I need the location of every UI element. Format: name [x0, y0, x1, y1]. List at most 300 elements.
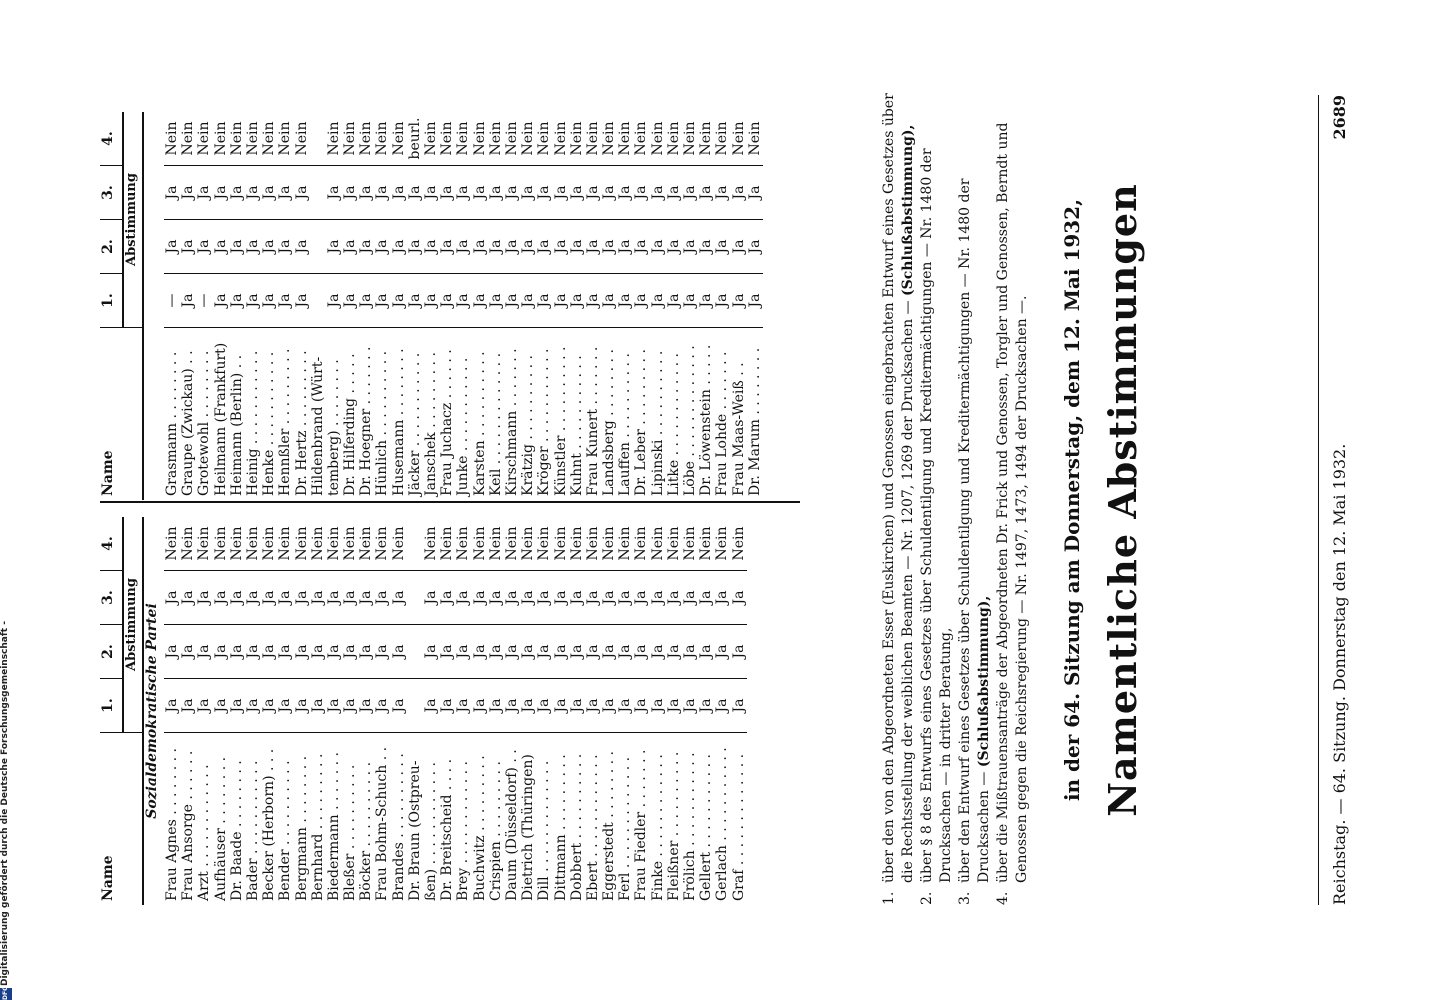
- vote-row: [423, 517, 439, 905]
- member-name: Dr. Baade . . . . . . . .: [229, 733, 245, 906]
- vote-row: [585, 517, 601, 905]
- vote-cell: [310, 112, 326, 166]
- vote-cell: Ja: [601, 274, 617, 328]
- vote-cell: Nein: [617, 526, 634, 561]
- vote-cell: Ja: [698, 274, 714, 328]
- vote-cell: Ja: [585, 571, 601, 625]
- vote-cell: Nein: [601, 526, 618, 561]
- vote-cell: Ja: [245, 679, 261, 733]
- vote-cell: Nein: [568, 526, 585, 561]
- vote-cell: Ja: [520, 274, 536, 328]
- member-name: temberg) . . . . . . . .: [326, 328, 342, 501]
- vote-cell: Ja: [196, 625, 212, 679]
- vote-row: [601, 517, 617, 905]
- vote-cell: Ja: [213, 220, 229, 274]
- member-name: Dr. Braun (Ostpreu-: [407, 733, 423, 906]
- member-name: Dittmann . . . . . . . . .: [553, 733, 569, 906]
- vote-row: [553, 112, 569, 500]
- vote-row: [698, 112, 714, 500]
- vote-cell: Nein: [374, 526, 391, 561]
- vote-cell: Ja: [504, 166, 520, 220]
- vote-cell: Nein: [423, 121, 439, 156]
- vote-cell: Ja: [180, 274, 196, 328]
- vote-cell: Ja: [374, 166, 390, 220]
- vote-cell: Ja: [617, 571, 633, 625]
- vote-cell: Ja: [229, 166, 245, 220]
- member-name: Junke . . . . . . . . . . .: [455, 328, 471, 501]
- column-header-vote: 1.: [100, 274, 123, 328]
- member-name: Fleißner . . . . . . . . . .: [666, 733, 682, 906]
- vote-cell: Ja: [455, 625, 471, 679]
- vote-row: [294, 112, 310, 500]
- header-left: Reichstag. — 64. Sitzung. Donnerstag den 12. Mai 1932.: [1330, 443, 1349, 905]
- vote-cell: Ja: [553, 625, 569, 679]
- vote-cell: Ja: [326, 625, 342, 679]
- vote-cell: Nein: [471, 526, 488, 561]
- vote-cell: Ja: [650, 166, 666, 220]
- vote-cell: Nein: [714, 121, 731, 156]
- vote-cell: Ja: [407, 166, 423, 220]
- member-name: Lauffen . . . . . . . . . .: [617, 328, 633, 501]
- vote-row: [342, 517, 358, 905]
- vote-cell: Nein: [212, 121, 229, 156]
- vote-cell: Ja: [229, 274, 245, 328]
- vote-cell: Ja: [601, 220, 617, 274]
- vote-cell: Ja: [342, 679, 358, 733]
- vote-cell: Ja: [747, 220, 763, 274]
- vote-cell: Ja: [245, 274, 261, 328]
- member-name: Dr. Hertz . . . . . . . . .: [294, 328, 310, 501]
- member-name: Frau Lohde . . . . . . .: [714, 328, 730, 501]
- vote-cell: Nein: [277, 526, 294, 561]
- member-name: Grasmann . . . . . . . .: [164, 328, 180, 501]
- vote-cell: Nein: [164, 121, 180, 156]
- member-name: Karsten . . . . . . . . . .: [472, 328, 488, 501]
- vote-cell: Ja: [423, 571, 439, 625]
- dfg-logo: DFG: [0, 988, 12, 1000]
- member-name: Frau Fiedler . . . . . . .: [633, 733, 649, 906]
- member-name: Böcker . . . . . . . . . .: [358, 733, 374, 906]
- vote-cell: Ja: [601, 571, 617, 625]
- vote-cell: Ja: [277, 274, 293, 328]
- vote-cell: Nein: [439, 121, 456, 156]
- vote-row: [277, 517, 293, 905]
- vote-cell: Nein: [520, 121, 537, 156]
- vote-cell: Nein: [390, 121, 407, 156]
- vote-cell: Ja: [423, 166, 439, 220]
- vote-cell: Ja: [455, 274, 471, 328]
- vote-row: [455, 112, 471, 500]
- member-name: Buchwitz . . . . . . . . .: [472, 733, 488, 906]
- vote-cell: Ja: [698, 571, 714, 625]
- vote-cell: Ja: [342, 274, 358, 328]
- vote-cell: Nein: [309, 526, 326, 561]
- vote-row: [666, 517, 682, 905]
- vote-cell: Ja: [213, 166, 229, 220]
- vote-row: [585, 112, 601, 500]
- column-header-abstimmung: Abstimmung: [123, 112, 143, 328]
- vote-cell: Nein: [261, 121, 278, 156]
- vote-row: [196, 112, 212, 500]
- vote-row: [633, 517, 649, 905]
- vote-cell: Ja: [488, 679, 504, 733]
- column-header-vote: 2.: [100, 625, 123, 679]
- vote-row: [310, 517, 326, 905]
- vote-cell: Ja: [601, 166, 617, 220]
- vote-cell: Ja: [553, 274, 569, 328]
- vote-row: [682, 517, 698, 905]
- vote-cell: Ja: [585, 625, 601, 679]
- vote-row: [569, 112, 585, 500]
- vote-cell: Ja: [650, 571, 666, 625]
- vote-cell: Ja: [472, 625, 488, 679]
- vote-cell: Nein: [358, 526, 375, 561]
- vote-cell: Ja: [488, 274, 504, 328]
- vote-cell: Ja: [553, 166, 569, 220]
- vote-row: [180, 112, 196, 500]
- vote-row: [374, 517, 390, 905]
- member-name: Frau Maas-Weiß . .: [731, 328, 747, 501]
- member-name: Biedermann . . . . . . .: [326, 733, 342, 906]
- member-name: Hildenbrand (Würt-: [310, 328, 326, 501]
- vote-cell: Ja: [358, 625, 374, 679]
- vote-cell: Nein: [520, 526, 537, 561]
- vote-row: [617, 517, 633, 905]
- vote-cell: [310, 166, 326, 220]
- member-name: Arzt . . . . . . . . . . . .: [196, 733, 212, 906]
- member-name: Gellert . . . . . . . . . . .: [698, 733, 714, 906]
- vote-cell: Nein: [649, 526, 666, 561]
- member-name: Kuhnt . . . . . . . . . . .: [569, 328, 585, 501]
- vote-row: [731, 112, 747, 500]
- member-name: Becker (Herborn) . . .: [261, 733, 277, 906]
- vote-cell: Nein: [698, 121, 715, 156]
- member-name: Löbe . . . . . . . . . . . . .: [682, 328, 698, 501]
- vote-row: [277, 112, 293, 500]
- member-name: Frau Ansorge . . . . . .: [180, 733, 196, 906]
- vote-cell: Ja: [196, 571, 212, 625]
- vote-row: [423, 112, 439, 500]
- vote-cell: Nein: [633, 526, 650, 561]
- vote-row: [391, 517, 407, 905]
- vote-row: [520, 517, 536, 905]
- vote-cell: Ja: [229, 625, 245, 679]
- vote-cell: Ja: [294, 571, 310, 625]
- member-name: Dr. Hoegner . . . . . . .: [358, 328, 374, 501]
- vote-cell: Nein: [293, 121, 310, 156]
- vote-row: [731, 517, 747, 905]
- vote-cell: Ja: [439, 625, 455, 679]
- vote-cell: Ja: [213, 274, 229, 328]
- vote-cell: Ja: [180, 571, 196, 625]
- agenda-item: 1. über den von den Abgeordneten Esser (Euskirchen) und Genossen eingebrachten Entwurf eines Gesetzes über die Rechtsstellung der weiblichen Beamten — Nr. 1207, 1269 der Drucksachen — (Schlußabstimmung),: [881, 93, 916, 905]
- vote-cell: Ja: [698, 625, 714, 679]
- column-header-vote: 3.: [100, 571, 123, 625]
- vote-cell: Nein: [180, 121, 197, 156]
- vote-cell: Ja: [617, 625, 633, 679]
- vote-cell: Ja: [164, 625, 180, 679]
- digitization-note: [0, 0, 14, 1000]
- vote-cell: Nein: [568, 121, 585, 156]
- vote-cell: Nein: [325, 121, 342, 156]
- member-name: Ebert . . . . . . . . . . . .: [585, 733, 601, 906]
- vote-cell: Ja: [245, 220, 261, 274]
- vote-cell: Ja: [439, 220, 455, 274]
- vote-row: [310, 112, 326, 500]
- vote-cell: Ja: [277, 625, 293, 679]
- vote-cell: Ja: [358, 679, 374, 733]
- vote-cell: Ja: [472, 679, 488, 733]
- vote-cell: Ja: [650, 274, 666, 328]
- vote-cell: Nein: [487, 526, 504, 561]
- vote-cell: Ja: [213, 625, 229, 679]
- party-heading: Sozialdemokratische Partei: [144, 603, 160, 819]
- vote-cell: Ja: [633, 571, 649, 625]
- member-name: Janschek . . . . . . . . .: [423, 328, 439, 501]
- vote-cell: Nein: [552, 526, 569, 561]
- vote-cell: Ja: [391, 166, 407, 220]
- column-header-vote: 2.: [100, 220, 123, 274]
- member-name: Gerlach . . . . . . . . . . .: [714, 733, 730, 906]
- vote-cell: Ja: [229, 220, 245, 274]
- vote-cell: Ja: [504, 571, 520, 625]
- vote-cell: Ja: [180, 679, 196, 733]
- vote-cell: Ja: [536, 274, 552, 328]
- vote-cell: Ja: [407, 220, 423, 274]
- member-name: Dr. Hilferding . . . . .: [342, 328, 358, 501]
- vote-cell: Ja: [569, 625, 585, 679]
- vote-cell: Ja: [488, 571, 504, 625]
- vote-cell: Ja: [617, 166, 633, 220]
- digitization-note-text: Digitalisierung gefördert durch die Deutsche Forschungsgemeinschaft -: [0, 621, 10, 986]
- vote-cell: [407, 679, 423, 733]
- vote-cell: Ja: [666, 166, 682, 220]
- member-name: Kirschmann . . . . . . .: [504, 328, 520, 501]
- vote-table-left: [100, 517, 747, 905]
- vote-cell: Ja: [520, 166, 536, 220]
- vote-cell: Nein: [471, 121, 488, 156]
- member-name: Frau Agnes . . . . . . . .: [164, 733, 180, 906]
- vote-cell: Nein: [212, 526, 229, 561]
- vote-cell: Ja: [731, 679, 747, 733]
- member-name: Keil . . . . . . . . . . . . .: [488, 328, 504, 501]
- vote-cell: Ja: [294, 274, 310, 328]
- vote-cell: Ja: [569, 220, 585, 274]
- vote-row: [569, 517, 585, 905]
- vote-cell: Ja: [196, 220, 212, 274]
- vote-cell: Ja: [391, 220, 407, 274]
- member-name: Eggerstedt . . . . . . . .: [601, 733, 617, 906]
- vote-cell: Nein: [536, 526, 553, 561]
- vote-cell: Ja: [520, 625, 536, 679]
- vote-cell: Ja: [294, 679, 310, 733]
- vote-row: [407, 112, 423, 500]
- member-name: Daum (Düsseldorf) . .: [504, 733, 520, 906]
- vote-row: [407, 517, 423, 905]
- vote-row: [326, 517, 342, 905]
- vote-cell: Ja: [472, 166, 488, 220]
- member-name: Litke . . . . . . . . . . . .: [666, 328, 682, 501]
- vote-cell: Ja: [310, 625, 326, 679]
- vote-cell: Ja: [731, 274, 747, 328]
- vote-cell: Ja: [536, 625, 552, 679]
- vote-cell: Nein: [455, 121, 472, 156]
- vote-cell: Ja: [747, 274, 763, 328]
- vote-cell: Nein: [228, 121, 245, 156]
- vote-cell: Nein: [164, 526, 180, 561]
- member-name: Hennßler . . . . . . . . .: [277, 328, 293, 501]
- vote-cell: Ja: [245, 166, 261, 220]
- vote-cell: Ja: [294, 625, 310, 679]
- vote-cell: Ja: [391, 571, 407, 625]
- vote-cell: Ja: [261, 220, 277, 274]
- vote-cell: Ja: [358, 220, 374, 274]
- vote-cell: —: [164, 274, 180, 328]
- vote-row: [601, 112, 617, 500]
- agenda-item: 2. über § 8 des Entwurfs eines Gesetzes über Schuldentilgung und Kreditermächtigungen — Nr. 1480 der Drucksachen — in dritter Beratung,: [919, 148, 954, 905]
- vote-cell: Nein: [196, 121, 213, 156]
- vote-row: [245, 112, 261, 500]
- vote-row: [213, 517, 229, 905]
- vote-row: [520, 112, 536, 500]
- page-subtitle: in der 64. Sitzung am Donnerstag, dem 12. Mai 1932,: [1060, 198, 1084, 802]
- vote-cell: beurl.: [406, 117, 423, 160]
- vote-cell: Ja: [213, 679, 229, 733]
- vote-cell: Nein: [374, 121, 391, 156]
- vote-cell: Ja: [180, 625, 196, 679]
- member-name: Heimann (Berlin) . .: [229, 328, 245, 501]
- vote-cell: Nein: [503, 121, 520, 156]
- vote-cell: Ja: [294, 166, 310, 220]
- member-name: Frölich . . . . . . . . . . .: [682, 733, 698, 906]
- member-name: Brey . . . . . . . . . . . .: [455, 733, 471, 906]
- vote-cell: Ja: [747, 166, 763, 220]
- vote-cell: Ja: [391, 679, 407, 733]
- vote-cell: Nein: [552, 121, 569, 156]
- vote-cell: Ja: [520, 679, 536, 733]
- vote-row: [326, 112, 342, 500]
- vote-cell: Ja: [601, 625, 617, 679]
- vote-cell: Nein: [746, 121, 763, 156]
- vote-cell: Ja: [164, 166, 180, 220]
- member-name: ßen) . . . . . . . . . . . .: [423, 733, 439, 906]
- column-header-vote: 3.: [100, 166, 123, 220]
- vote-cell: Ja: [164, 679, 180, 733]
- member-name: Dr. Breitscheid . . . .: [439, 733, 455, 906]
- vote-cell: Ja: [455, 679, 471, 733]
- vote-cell: Ja: [358, 571, 374, 625]
- vote-cell: Ja: [472, 571, 488, 625]
- vote-table-left-body: [143, 517, 747, 905]
- column-divider: [100, 501, 800, 503]
- member-name: Bernhard . . . . . . . . .: [310, 733, 326, 906]
- vote-cell: Nein: [180, 526, 197, 561]
- vote-row: [374, 112, 390, 500]
- vote-row: [294, 517, 310, 905]
- member-name: Dobbert . . . . . . . . . .: [569, 733, 585, 906]
- vote-cell: Ja: [682, 274, 698, 328]
- vote-cell: Ja: [374, 220, 390, 274]
- member-name: Kröger . . . . . . . . . . .: [536, 328, 552, 501]
- member-name: Dr. Leber . . . . . . . . .: [633, 328, 649, 501]
- vote-row: [358, 517, 374, 905]
- vote-cell: Ja: [423, 274, 439, 328]
- member-name: Husemann . . . . . . . .: [391, 328, 407, 501]
- header-rule: [1318, 95, 1319, 905]
- vote-cell: Ja: [698, 166, 714, 220]
- agenda-item: 3. über den Entwurf eines Gesetzes über Schuldentilgung und Kreditermächtigungen — Nr. 1480 der Drucksachen — (Schlußabstimmung),: [957, 178, 992, 905]
- vote-cell: Nein: [358, 121, 375, 156]
- column-header-vote: 4.: [100, 517, 123, 571]
- vote-row: [245, 517, 261, 905]
- vote-cell: [310, 274, 326, 328]
- vote-row: [164, 112, 180, 500]
- member-name: Grotewohl . . . . . . . .: [196, 328, 212, 501]
- member-name: Dietrich (Thüringen): [520, 733, 536, 906]
- vote-cell: Ja: [326, 571, 342, 625]
- vote-cell: Ja: [569, 571, 585, 625]
- vote-cell: Ja: [358, 274, 374, 328]
- column-header-abstimmung: Abstimmung: [123, 517, 143, 733]
- vote-cell: Ja: [682, 166, 698, 220]
- vote-cell: Ja: [326, 274, 342, 328]
- vote-cell: Ja: [731, 571, 747, 625]
- member-name: Künstler . . . . . . . . . .: [553, 328, 569, 501]
- vote-cell: Ja: [698, 679, 714, 733]
- vote-cell: Nein: [325, 526, 342, 561]
- vote-cell: Ja: [650, 625, 666, 679]
- vote-row: [714, 517, 730, 905]
- vote-row: [633, 112, 649, 500]
- vote-cell: Ja: [261, 625, 277, 679]
- vote-row: [488, 517, 504, 905]
- vote-cell: Ja: [423, 625, 439, 679]
- vote-cell: Nein: [342, 526, 359, 561]
- vote-row: [666, 112, 682, 500]
- vote-cell: Ja: [391, 625, 407, 679]
- vote-cell: [310, 220, 326, 274]
- vote-cell: Ja: [277, 679, 293, 733]
- vote-cell: Ja: [196, 166, 212, 220]
- vote-cell: Ja: [536, 571, 552, 625]
- vote-row: [553, 517, 569, 905]
- vote-cell: Ja: [650, 220, 666, 274]
- vote-row: [747, 112, 763, 500]
- vote-cell: Ja: [261, 571, 277, 625]
- vote-cell: Ja: [245, 625, 261, 679]
- vote-cell: Ja: [472, 220, 488, 274]
- vote-cell: Ja: [698, 220, 714, 274]
- vote-cell: Ja: [714, 220, 730, 274]
- vote-cell: Ja: [553, 220, 569, 274]
- vote-row: [650, 517, 666, 905]
- vote-cell: Ja: [277, 166, 293, 220]
- vote-cell: Nein: [293, 526, 310, 561]
- member-name: Brandes . . . . . . . . . .: [391, 733, 407, 906]
- vote-cell: Ja: [553, 679, 569, 733]
- vote-cell: Ja: [536, 166, 552, 220]
- member-name: Ferl . . . . . . . . . . . . .: [617, 733, 633, 906]
- page-number: 2689: [1330, 95, 1349, 140]
- vote-row: [714, 112, 730, 500]
- member-name: Frau Bohm-Schuch . .: [374, 733, 390, 906]
- vote-cell: Ja: [455, 220, 471, 274]
- vote-cell: —: [196, 274, 212, 328]
- vote-cell: Ja: [617, 220, 633, 274]
- vote-cell: Ja: [326, 166, 342, 220]
- vote-row: [164, 517, 180, 905]
- vote-cell: Ja: [342, 220, 358, 274]
